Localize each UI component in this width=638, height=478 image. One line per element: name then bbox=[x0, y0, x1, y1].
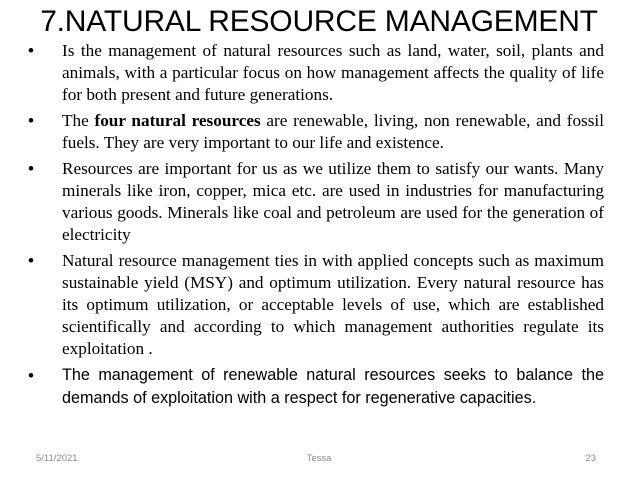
bullet-text: The management of renewable natural resources seeks to balance the demands of exploitation with a respect for regenerative capacities. bbox=[62, 366, 604, 407]
bullet-symbol: • bbox=[28, 159, 34, 178]
bullet-text: Is the management of natural resources such as land, water, soil, plants and animals, with a particular focus on how management affects the quality of life for both present and future generations. bbox=[62, 41, 604, 104]
bullet-text-bold: four natural resources bbox=[94, 111, 261, 130]
slide-title: 7.NATURAL RESOURCE MANAGEMENT bbox=[40, 5, 598, 38]
bullet-symbol: • bbox=[28, 366, 34, 385]
footer-center-text: Tessa bbox=[306, 453, 332, 464]
bullet-text-end: are renewable, living, non renewable, and fossil fuels. They are very important to our life and existence. bbox=[62, 111, 604, 152]
bullet-list bbox=[26, 40, 604, 414]
bullet-text: Resources are important for us as we utilize them to satisfy our wants. Many minerals like iron, copper, mica etc. are used in industries for manufacturing various goods. Minerals like coal and petroleum are used for the generation of electricity bbox=[62, 159, 604, 244]
bullet-text-start: The bbox=[62, 111, 95, 130]
bullet-item bbox=[26, 250, 604, 360]
bullet-symbol: • bbox=[28, 41, 34, 60]
bullet-symbol: • bbox=[28, 251, 34, 270]
bullet-text: Natural resource management ties in with applied concepts such as maximum sustainable yield (MSY) and optimum utilization. Every natural resource has its optimum utilization, or acceptable levels of use, which are established scientifically and according to which management authorities regulate its exploitation . bbox=[62, 251, 604, 358]
bullet-item bbox=[26, 158, 604, 246]
bullet-item bbox=[26, 40, 604, 106]
footer-date: 5/11/2021 bbox=[36, 453, 78, 464]
bullet-item bbox=[26, 364, 604, 410]
bullet-symbol: • bbox=[28, 111, 34, 130]
footer-page-number: 23 bbox=[585, 453, 596, 464]
bullet-item bbox=[26, 110, 604, 154]
